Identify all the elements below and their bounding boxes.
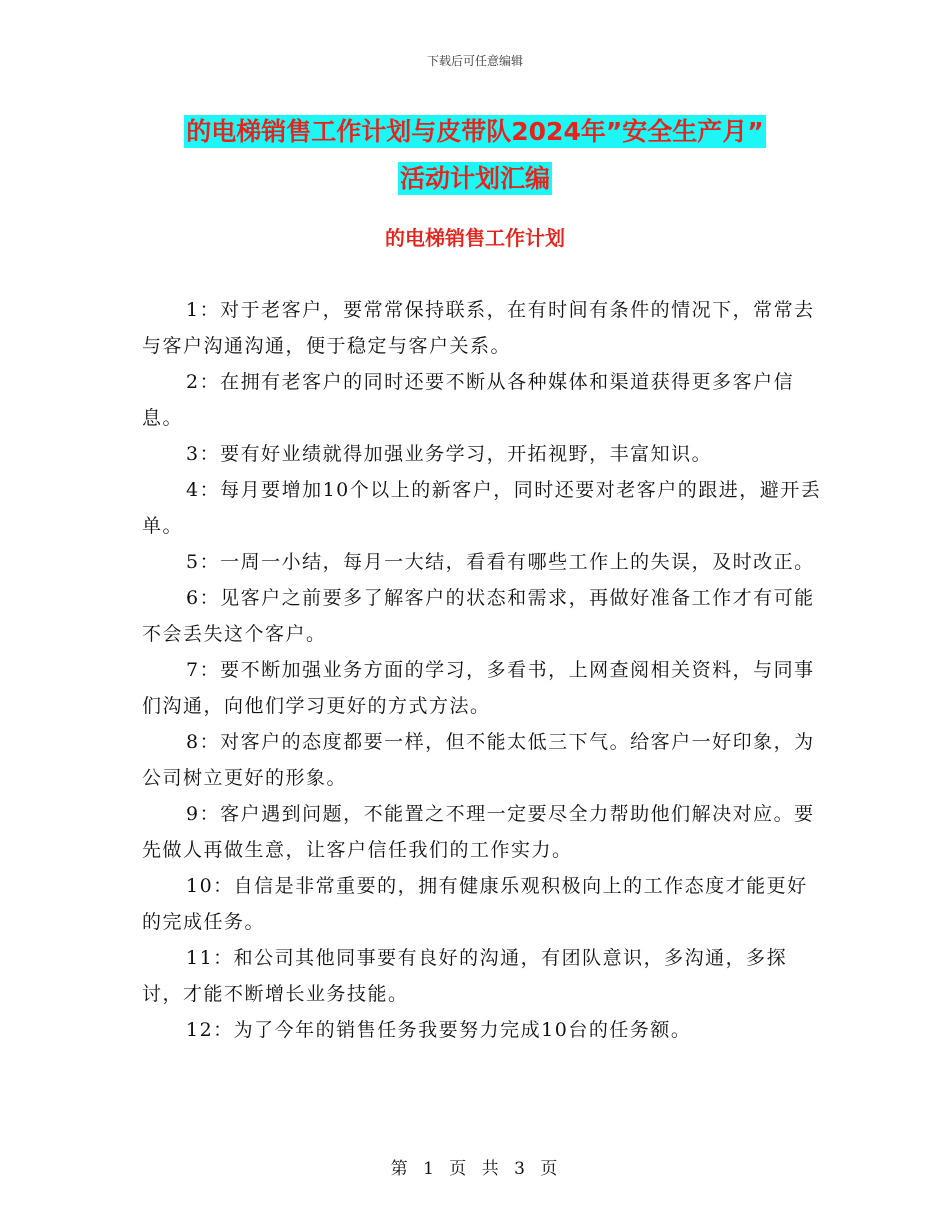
paragraph-10: 10：自信是非常重要的，拥有健康乐观积极向上的工作态度才能更好的完成任务。 bbox=[142, 875, 808, 933]
paragraph-4: 4：每月要增加10个以上的新客户，同时还要对老客户的跟进，避开丢单。 bbox=[142, 479, 822, 537]
paragraph-5: 5：一周一小结，每月一大结，看看有哪些工作上的失误，及时改正。 bbox=[186, 551, 815, 573]
paragraph-9: 9：客户遇到问题，不能置之不理一定要尽全力帮助他们解决对应。要先做人再做生意，让客户信任我们的工作实力。 bbox=[142, 803, 815, 861]
section-title: 的电梯销售工作计划 bbox=[385, 226, 565, 250]
document-title bbox=[0, 108, 950, 202]
paragraph-3: 3：要有好业绩就得加强业务学习，开拓视野，丰富知识。 bbox=[186, 443, 713, 465]
page-footer: 第 1 页 共 3 页 bbox=[390, 1159, 560, 1179]
paragraph-1: 1：对于老客户，要常常保持联系，在有时间有条件的情况下，常常去与客户沟通沟通，便于稳定与客户关系。 bbox=[142, 299, 815, 357]
document-body bbox=[142, 292, 822, 1048]
paragraph-12: 12：为了今年的销售任务我要努力完成10台的任务额。 bbox=[186, 1019, 692, 1041]
paragraph-11: 11：和公司其他同事要有良好的沟通，有团队意识，多沟通，多探讨，才能不断增长业务技能。 bbox=[142, 947, 788, 1005]
paragraph-2: 2：在拥有老客户的同时还要不断从各种媒体和渠道获得更多客户信息。 bbox=[142, 371, 795, 429]
paragraph-8: 8：对客户的态度都要一样，但不能太低三下气。给客户一好印象，为公司树立更好的形象。 bbox=[142, 731, 815, 789]
paragraph-7: 7：要不断加强业务方面的学习，多看书，上网查阅相关资料，与同事们沟通，向他们学习更好的方式方法。 bbox=[142, 659, 815, 717]
paragraph-6: 6：见客户之前要多了解客户的状态和需求，再做好准备工作才有可能不会丢失这个客户。 bbox=[142, 587, 815, 645]
header-note: 下载后可任意编辑 bbox=[426, 54, 523, 68]
title-line-2: 活动计划汇编 bbox=[399, 164, 550, 193]
title-line-1: 的电梯销售工作计划与皮带队2024年”安全生产月” bbox=[186, 117, 764, 146]
